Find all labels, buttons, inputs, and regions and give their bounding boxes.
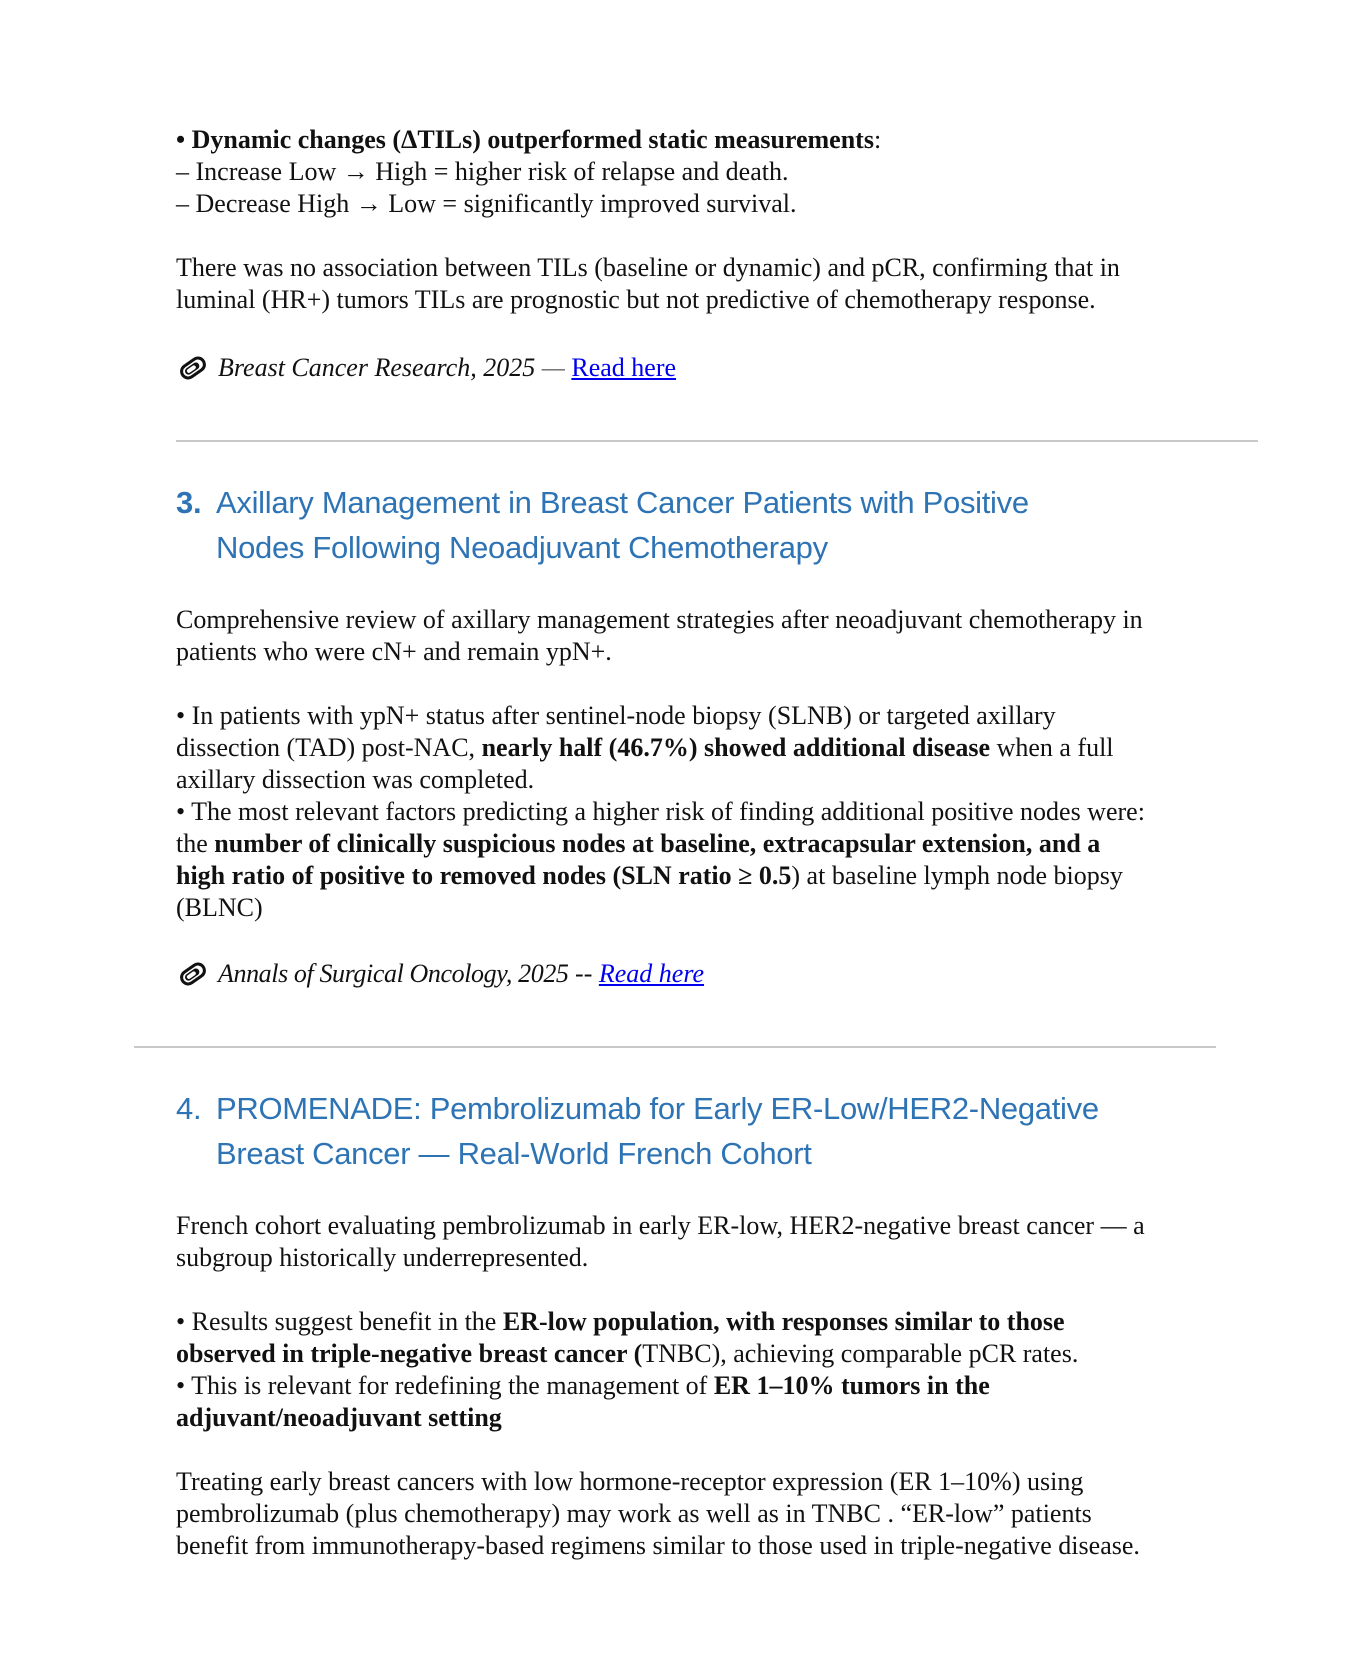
conclusion-line1: Treating early breast cancers with low hormone-receptor expression (ER 1–10%) using [176, 1467, 1084, 1496]
bullet-factors-line1: • The most relevant factors predicting a higher risk of finding additional positive nodes were: [176, 797, 1145, 826]
section-divider [176, 440, 1258, 442]
dash-item-decrease: – Decrease High → Low = significantly improved survival. [176, 189, 797, 218]
section-divider [134, 1046, 1216, 1048]
journal-name: Breast Cancer Research, 2025 [218, 353, 536, 382]
text-run: TNBC [642, 1339, 712, 1368]
read-here-link[interactable]: Read here [571, 353, 677, 382]
bold-run: adjuvant/neoadjuvant setting [176, 1403, 502, 1432]
conclusion-line2: pembrolizumab (plus chemotherapy) may work as well as in TNBC . “ER-low” patients [176, 1499, 1092, 1528]
bold-run: number of clinically suspicious nodes at baseline, extracapsular extension, and a [214, 829, 1101, 858]
section-3-intro-line1: Comprehensive review of axillary management strategies after neoadjuvant chemotherapy in [176, 605, 1143, 634]
conclusion-line3: benefit from immunotherapy-based regimens similar to those used in triple-negative disease. [176, 1531, 1140, 1560]
bullet-factors-line4: (BLNC) [176, 893, 263, 922]
journal-name: Annals of Surgical Oncology, 2025 [218, 959, 569, 988]
heading-line1: PROMENADE: Pembrolizumab for Early ER-Low/HER2-Negative [216, 1091, 1099, 1126]
paperclip-icon [176, 960, 210, 988]
pcr-paragraph-line1: There was no association between TILs (baseline or dynamic) and pCR, confirming that in [176, 253, 1120, 282]
bold-run: ER 1–10% tumors in the [713, 1371, 990, 1400]
bold-run: nearly half (46.7%) showed additional disease [481, 733, 991, 762]
text-run: ) at baseline lymph node biopsy [791, 861, 1123, 890]
section-4-intro-line1: French cohort evaluating pembrolizumab in early ER-low, HER2-negative breast cancer — a [176, 1211, 1145, 1240]
text-run: • This is relevant for redefining the management of [176, 1371, 714, 1400]
section-3-heading [176, 480, 1176, 570]
paperclip-icon [176, 354, 210, 382]
text-run: dissection (TAD) post-NAC, [176, 733, 482, 762]
citation-annals-surgical-oncology [176, 958, 1236, 990]
text-run: when a full [990, 733, 1114, 762]
section-number: 4. [176, 1091, 202, 1126]
citation-separator: — [535, 353, 572, 382]
bold-run: high ratio of positive to removed nodes (SLN ratio ≥ 0.5 [176, 861, 792, 890]
section-3-intro-line2: patients who were cN+ and remain ypN+. [176, 637, 612, 666]
bullet-relevance-line2 [176, 1402, 1236, 1434]
bold-run: observed in triple-negative breast cancer ( [176, 1339, 643, 1368]
bullet-relevance-line1 [176, 1370, 1236, 1402]
citation-separator: -- [568, 959, 599, 988]
read-here-link[interactable]: Read here [598, 959, 705, 988]
heading-line1: Axillary Management in Breast Cancer Patients with Positive [216, 485, 1029, 520]
bullet-factors-line2 [176, 828, 1236, 860]
bullet-ypn-line2 [176, 732, 1236, 764]
bold-run: ER-low population, with responses similar to those [502, 1307, 1065, 1336]
dynamic-changes-bullet [176, 124, 1236, 156]
bullet-ypn-line3: axillary dissection was completed. [176, 765, 535, 794]
bullet-bold-text: • Dynamic changes (ΔTILs) outperformed static measurements [176, 125, 874, 154]
citation-breast-cancer-research [176, 352, 1236, 384]
section-4-heading [176, 1086, 1176, 1176]
text-run: • Results suggest benefit in the [176, 1307, 503, 1336]
text-run: the [176, 829, 215, 858]
bullet-ypn-line1: • In patients with ypN+ status after sentinel-node biopsy (SLNB) or targeted axillary [176, 701, 1056, 730]
section-number: 3. [176, 485, 202, 520]
section-4-intro-line2: subgroup historically underrepresented. [176, 1243, 589, 1272]
bullet-factors-line3 [176, 860, 1236, 892]
bullet-colon: : [873, 125, 882, 154]
bullet-results-line1 [176, 1306, 1236, 1338]
pcr-paragraph-line2: luminal (HR+) tumors TILs are prognostic but not predictive of chemotherapy response. [176, 285, 1096, 314]
dash-item-increase: – Increase Low → High = higher risk of relapse and death. [176, 157, 789, 186]
heading-line2: Nodes Following Neoadjuvant Chemotherapy [216, 530, 828, 565]
heading-line2: Breast Cancer — Real-World French Cohort [216, 1136, 812, 1171]
bullet-results-line2 [176, 1338, 1236, 1370]
text-run: ), achieving comparable pCR rates. [711, 1339, 1079, 1368]
